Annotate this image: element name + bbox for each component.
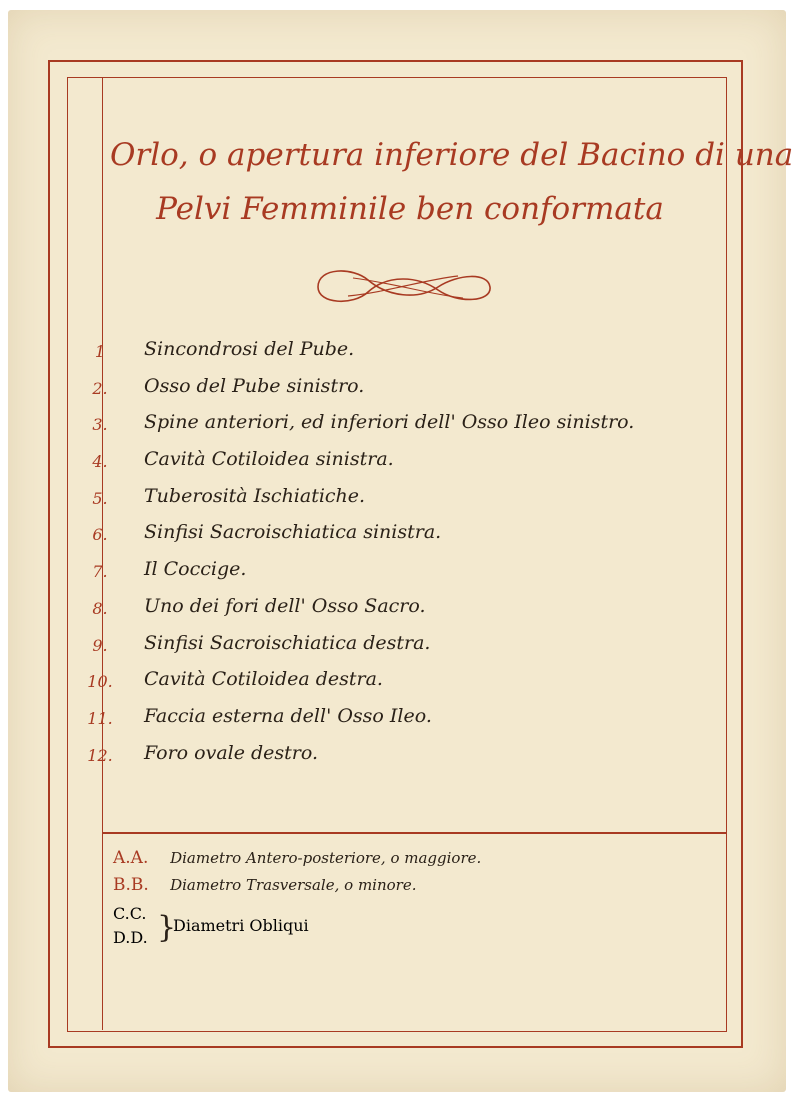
list-item	[70, 411, 670, 452]
title-line-1: Orlo, o apertura inferiore del Bacino di una	[110, 137, 794, 173]
decorative-flourish-icon	[308, 262, 498, 312]
item-number: 3.	[92, 415, 108, 435]
item-number: 2.	[92, 378, 108, 398]
legend-entry-oblique	[113, 902, 673, 956]
list-item	[70, 704, 670, 746]
item-text: Spine anteriori, ed inferiori dell' Osso Ileo sinistro.	[144, 411, 635, 434]
legend-letters-dd: D.D.	[113, 928, 148, 947]
legend-entry-aa	[113, 848, 673, 875]
item-text: Faccia esterna dell' Osso Ileo.	[144, 704, 432, 727]
item-text: Foro ovale destro.	[144, 741, 319, 764]
item-number: 11.	[87, 708, 113, 728]
item-text: Uno dei fori dell' Osso Sacro.	[144, 594, 426, 617]
diameter-legend	[113, 848, 673, 956]
legend-letters-cc: C.C.	[113, 904, 147, 923]
item-text: Il Coccige.	[144, 558, 247, 581]
item-number: 9.	[92, 635, 108, 655]
item-text: Cavità Cotiloidea sinistra.	[144, 448, 394, 471]
item-text: Sinfisi Sacroischiatica sinistra.	[144, 521, 442, 544]
legend-text: Diametro Trasversale, o minore.	[170, 876, 417, 894]
list-item	[70, 521, 670, 562]
legend-letters: B.B.	[113, 875, 149, 895]
list-item	[70, 558, 670, 599]
legend-text: Diametri Obliqui	[173, 916, 309, 935]
legend-letters: A.A.	[113, 848, 149, 868]
list-item	[70, 484, 670, 526]
list-item	[70, 448, 670, 489]
item-text: Tuberosità Ischiatiche.	[144, 484, 366, 507]
list-item	[70, 374, 670, 416]
item-text: Osso del Pube sinistro.	[144, 374, 365, 397]
legend-text: Diametro Antero-posteriore, o maggiore.	[170, 849, 482, 867]
brace-icon: }	[157, 910, 177, 945]
list-item	[70, 741, 670, 783]
list-item	[70, 594, 670, 636]
item-text: Sincondrosi del Pube.	[144, 338, 355, 360]
item-number: 7.	[92, 562, 108, 582]
title-line-2: Pelvi Femminile ben conformata	[156, 191, 664, 227]
page-title	[110, 128, 794, 236]
item-number: 10.	[87, 672, 113, 692]
item-number: 5.	[92, 488, 108, 508]
item-number: 1	[94, 342, 106, 361]
item-text: Cavità Cotiloidea destra.	[144, 668, 383, 691]
item-text: Sinfisi Sacroischiatica destra.	[144, 631, 431, 654]
legend-divider	[103, 832, 726, 834]
list-item	[70, 631, 670, 673]
numbered-list	[70, 338, 670, 782]
item-number: 6.	[92, 525, 108, 545]
item-number: 4.	[92, 452, 108, 472]
list-item	[70, 338, 670, 379]
item-number: 12.	[87, 745, 113, 765]
item-number: 8.	[92, 598, 108, 618]
list-item	[70, 668, 670, 709]
legend-entry-bb	[113, 875, 673, 902]
